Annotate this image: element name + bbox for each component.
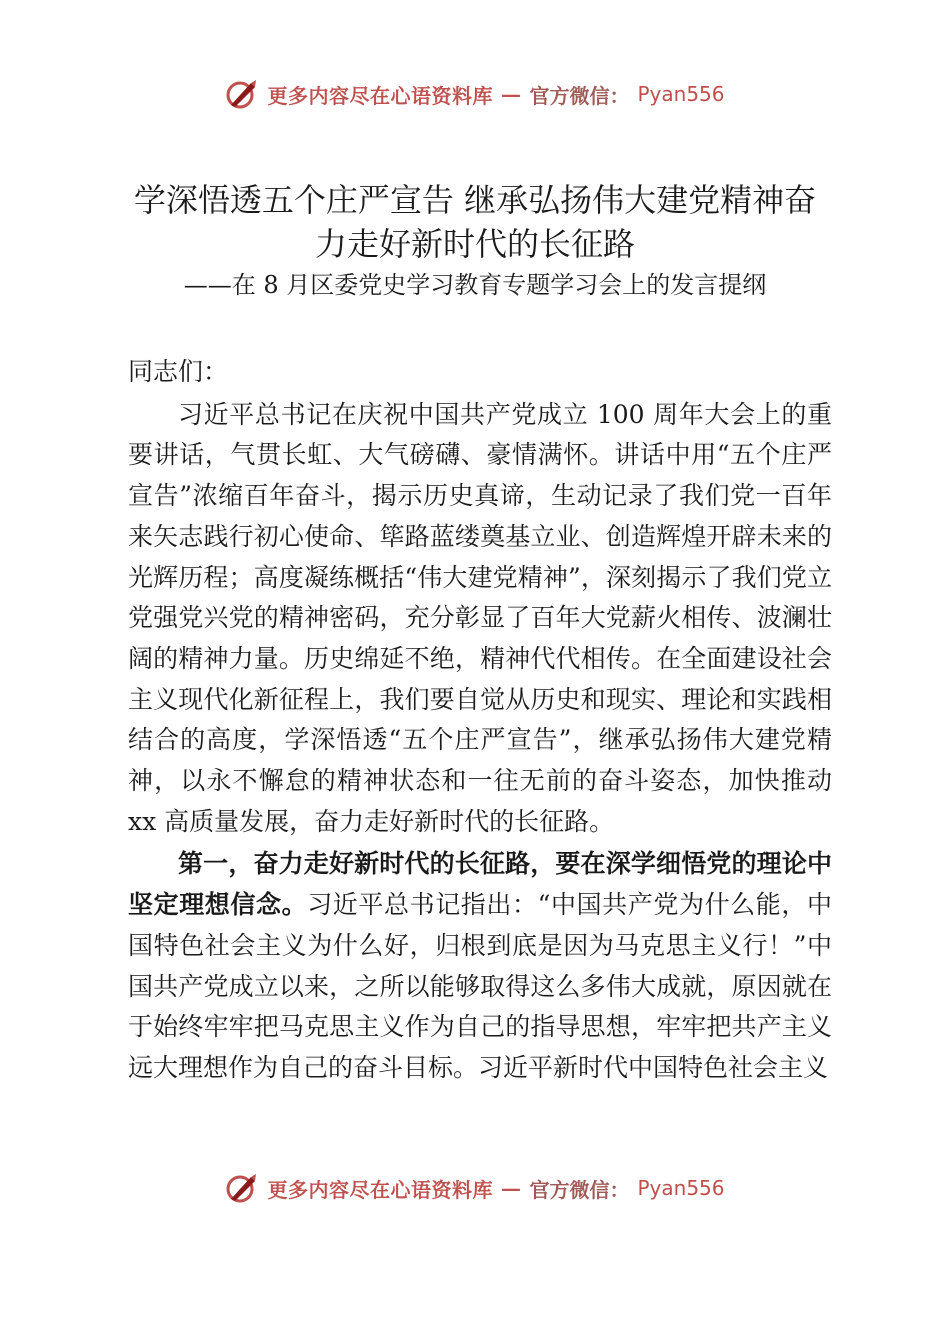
banner-brand-text: 更多内容尽在心语资料库 [267, 83, 493, 108]
footer-watermark-banner [0, 1166, 950, 1210]
document-body [128, 352, 832, 1089]
banner-wechat-label: 官方微信： [529, 83, 630, 108]
pen-nib-logo-icon [225, 1171, 259, 1205]
salutation: 同志们： [128, 357, 229, 386]
document-subtitle: ——在 8 月区委党史学习教育专题学习会上的发言提纲 [183, 271, 767, 299]
banner-brand-text: 更多内容尽在心语资料库 [267, 1177, 493, 1202]
banner-separator: — [500, 1176, 522, 1200]
paragraph-first-point-lead: 第一，奋力走好新时代的长征路，要在深学细悟党的理论中坚定理想信念。 [128, 849, 832, 920]
paragraph-first-point [128, 844, 832, 1088]
paragraph-first-point-body: 习近平总书记指出：“中国共产党为什么能，中国特色社会主义为什么好，归根到底是因为马克思主义行！”中国共产党成立以来，之所以能够取得这么多伟大成就，原因就在于始终牢牢把马克思主义作为自己的指导思想，牢牢把共产主义远大理想作为自己的奋斗目标。习近平新时代中国特色社会主义 [128, 890, 832, 1082]
banner-separator: — [500, 82, 522, 106]
paragraph-intro: 习近平总书记在庆祝中国共产党成立 100 周年大会上的重要讲话，气贯长虹、大气磅礴、豪情满怀。讲话中用“五个庄严宣告”浓缩百年奋斗，揭示历史真谛，生动记录了我们党一百年来矢志践行初心使命、筚路蓝缕奠基立业、创造辉煌开辟未来的光辉历程；高度凝练概括“伟大建党精神”，深刻揭示了我们党立党强党兴党的精神密码，充分彰显了百年大党薪火相传、波澜壮阔的精神力量。历史绵延不绝，精神代代相传。在全面建设社会主义现代化新征程上，我们要自觉从历史和现实、理论和实践相结合的高度，学深悟透“五个庄严宣告”，继承弘扬伟大建党精神，以永不懈怠的精神状态和一往无前的奋斗姿态，加快推动 xx 高质量发展，奋力走好新时代的长征路。 [128, 399, 832, 836]
banner-wechat-id: Pyan556 [637, 82, 725, 106]
pen-nib-logo-icon [225, 77, 259, 111]
banner-wechat-label: 官方微信： [529, 1177, 630, 1202]
document-title: 学深悟透五个庄严宣告 继承弘扬伟大建党精神奋力走好新时代的长征路 [133, 181, 817, 263]
banner-wechat-id: Pyan556 [637, 1176, 725, 1200]
header-watermark-banner [0, 72, 950, 116]
